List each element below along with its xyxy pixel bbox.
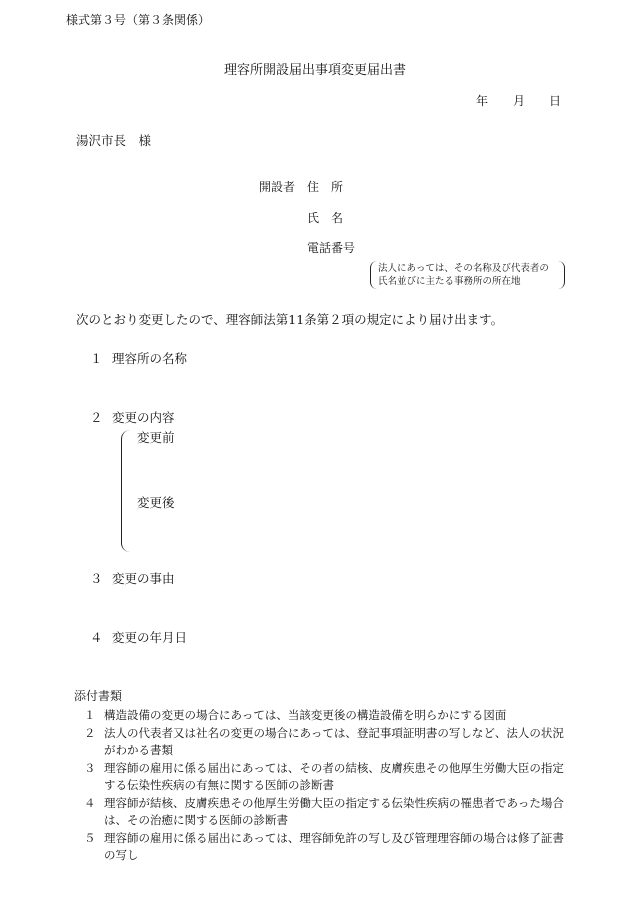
section-1-label: 理容所の名称: [112, 351, 188, 366]
address-label: 住 所: [307, 180, 344, 194]
change-before-label: 変更前: [137, 430, 175, 445]
phone-label: 電話番号: [307, 241, 356, 255]
date-day-label: 日: [549, 94, 562, 108]
date-month-label: 月: [513, 94, 526, 108]
corporate-note-line-2: 氏名並びに主たる事務所の所在地: [378, 276, 521, 287]
section-2-label: 変更の内容: [112, 410, 175, 425]
section-1-number: １: [90, 351, 103, 366]
attachments-title: 添付書類: [74, 689, 123, 703]
attachments-list: [84, 707, 574, 865]
attachment-text: 理容師の雇用に係る届出にあっては、理容師免許の写し及び管理理容師の場合は修了証書の写し: [104, 831, 564, 862]
attachment-number: ５: [84, 831, 96, 845]
statement-text: 次のとおり変更したので、理容師法第11条第２項の規定により届け出ます。: [76, 312, 504, 327]
attachment-text: 構造設備の変更の場合にあっては、当該変更後の構造設備を明らかにする図面: [104, 708, 507, 722]
attachment-item: [84, 725, 574, 759]
addressee: 湯沢市長 様: [76, 133, 152, 148]
attachment-text: 法人の代表者又は社名の変更の場合にあっては、登記事項証明書の写しなど、法人の状況がわかる書類: [104, 726, 564, 757]
section-3-label: 変更の事由: [112, 571, 175, 586]
attachment-number: ３: [84, 761, 96, 775]
document-title: 理容所開設届出事項変更届出書: [223, 63, 406, 78]
attachment-text: 理容師が結核、皮膚疾患その他厚生労働大臣の指定する伝染性疾病の罹患者であった場合は、その治癒に関する医師の診断書: [104, 796, 564, 827]
name-label: 氏 名: [307, 211, 344, 225]
attachment-item: [84, 830, 574, 864]
applicant-role-label: 開設者: [259, 180, 296, 194]
attachment-text: 理容師の雇用に係る届出にあっては、その者の結核、皮膚疾患その他厚生労働大臣の指定する伝染性疾病の有無に関する医師の診断書: [104, 761, 564, 792]
change-detail-brace: [121, 430, 132, 552]
form-number-label: 様式第３号（第３条関係）: [66, 13, 211, 27]
date-year-label: 年: [476, 94, 489, 108]
attachment-number: １: [84, 708, 96, 722]
section-2-number: ２: [90, 410, 103, 425]
attachment-item: [84, 795, 574, 829]
section-4-number: ４: [90, 630, 103, 645]
section-4-label: 変更の年月日: [112, 630, 188, 645]
attachment-item: [84, 760, 574, 794]
corporate-note-line-1: 法人にあっては、その名称及び代表者の: [378, 263, 549, 274]
section-3-number: ３: [90, 571, 103, 586]
change-after-label: 変更後: [137, 495, 175, 510]
attachment-item: [84, 707, 574, 724]
attachment-number: ４: [84, 796, 96, 810]
attachment-number: ２: [84, 726, 96, 740]
